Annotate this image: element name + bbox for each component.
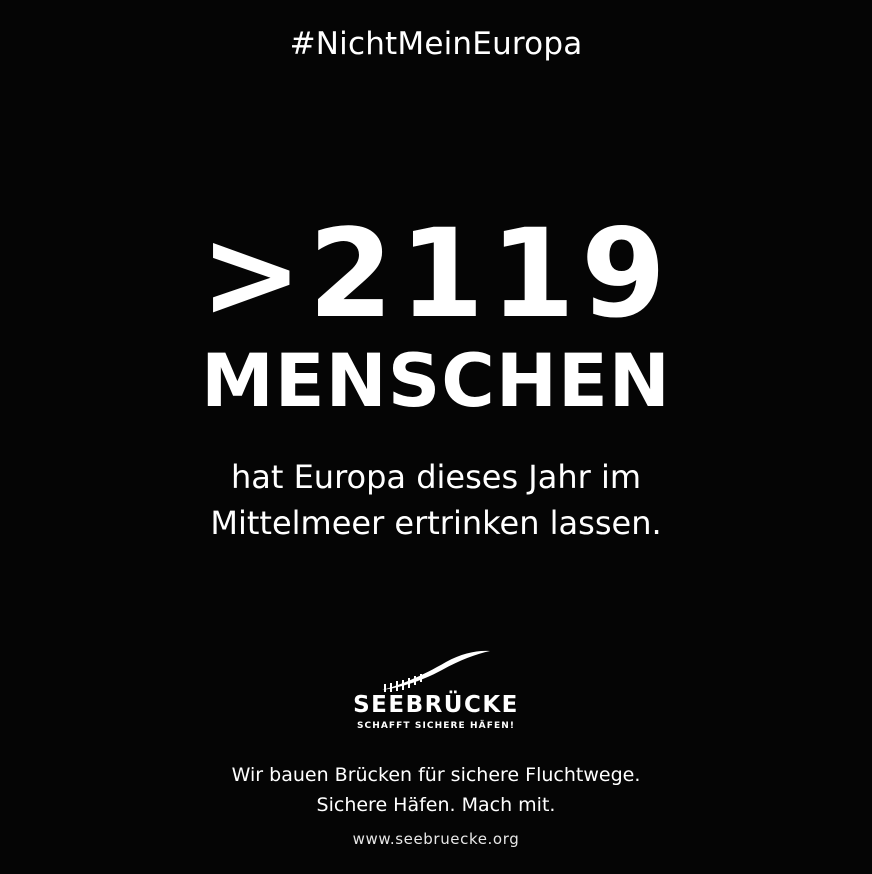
logo-subline: SCHAFFT SICHERE HÄFEN! [356, 721, 516, 731]
statement-line-2: Mittelmeer ertrinken lassen. [210, 503, 662, 542]
headline-block [0, 203, 872, 546]
logo-area [0, 650, 872, 731]
tagline-line-1: Wir bauen Brücken für sichere Fluchtwege. [231, 764, 641, 786]
logo-wordmark: SEEBRÜCKE [353, 692, 519, 718]
tagline [0, 760, 872, 821]
subject-headline: MENSCHEN [201, 339, 671, 425]
bridge-swoosh-icon [376, 650, 496, 692]
victim-count-headline: >2119 [200, 203, 672, 345]
website-url[interactable]: www.seebruecke.org [352, 830, 520, 848]
statement-text [210, 455, 661, 546]
hashtag-heading: #NichtMeinEuropa [289, 26, 583, 62]
tagline-line-2: Sichere Häfen. Mach mit. [316, 794, 556, 817]
statement-line-1: hat Europa dieses Jahr im [230, 458, 642, 497]
